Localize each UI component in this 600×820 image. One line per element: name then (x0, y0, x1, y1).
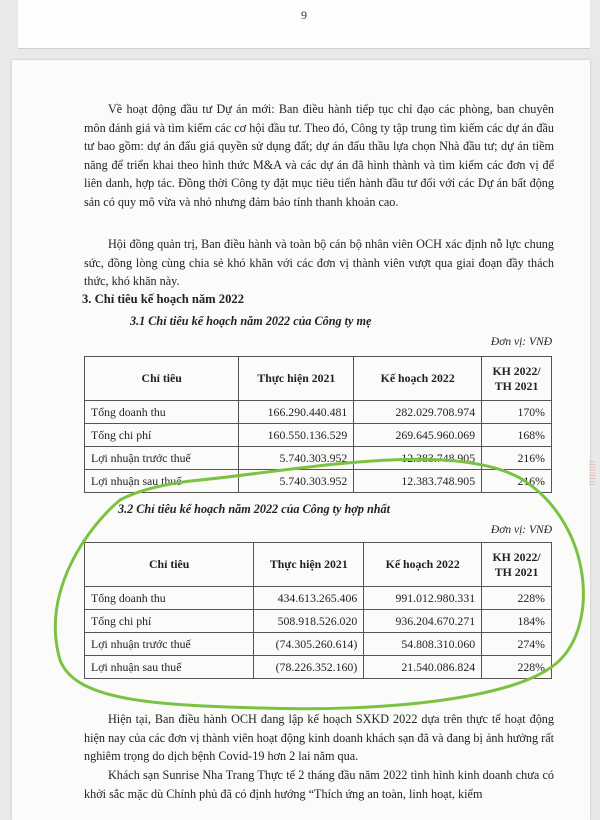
plan-value: 21.540.086.824 (364, 656, 482, 679)
paragraph-plan: Hiện tại, Ban điều hành OCH đang lập kế hoạch SXKD 2022 dựa trên thực tế hoạt động hiện nay của các đơn vị thành viên hoạt động kinh doanh khách sạn đã và đang bị ảnh hưởng rất nghiêm trọng do dịch bệnh Covid-19 hơn 2 lai năm qua. (84, 712, 554, 764)
actual-value: 508.918.526.020 (254, 610, 364, 633)
ratio-value: 168% (482, 424, 552, 447)
header-indicator: Chỉ tiêu (85, 543, 254, 587)
actual-value: 166.290.440.481 (239, 401, 354, 424)
plan-value: 991.012.980.331 (364, 587, 482, 610)
row-label: Lợi nhuận sau thuế (85, 470, 239, 493)
table-header-row (85, 357, 552, 401)
actual-value: 160.550.136.529 (239, 424, 354, 447)
header-indicator: Chỉ tiêu (85, 357, 239, 401)
plan-value: 12.383.748.905 (354, 447, 482, 470)
table-row (85, 587, 552, 610)
section-heading: 3. Chỉ tiêu kế hoạch năm 2022 (82, 292, 244, 306)
parent-company-table (84, 356, 552, 493)
ratio-value: 170% (482, 401, 552, 424)
ratio-value: 274% (482, 633, 552, 656)
header-ratio: KH 2022/ TH 2021 (482, 543, 552, 587)
ratio-value: 228% (482, 587, 552, 610)
consolidated-table (84, 542, 552, 679)
paragraph-hotel: Khách sạn Sunrise Nha Trang Thực tế 2 tháng đầu năm 2022 tình hình kinh doanh chưa có khởi sắc mặc dù Chính phủ đã có định hướng “Thích ứng an toàn, linh hoạt, kiểm (84, 768, 554, 801)
row-label: Tổng chi phí (85, 610, 254, 633)
ratio-value: 184% (482, 610, 552, 633)
header-plan-2022: Kế hoạch 2022 (354, 357, 482, 401)
plan-value: 12.383.748.905 (354, 470, 482, 493)
plan-value: 936.204.670.271 (364, 610, 482, 633)
table1-subheading: 3.1 Chỉ tiêu kế hoạch năm 2022 của Công ty mẹ (130, 314, 372, 328)
red-stamp-mark: ⁝⁝⁝⁝⁝⁝⁝⁝⁝ (587, 460, 597, 486)
actual-value: 434.613.265.406 (254, 587, 364, 610)
row-label: Tổng doanh thu (85, 587, 254, 610)
table-row (85, 656, 552, 679)
table2-subheading: 3.2 Chỉ tiêu kế hoạch năm 2022 của Công ty hợp nhất (118, 502, 391, 516)
row-label: Lợi nhuận sau thuế (85, 656, 254, 679)
ratio-value: 216% (482, 470, 552, 493)
row-label: Lợi nhuận trước thuế (85, 447, 239, 470)
page-number: 9 (301, 8, 307, 22)
table2-unit: Đơn vị: VNĐ (490, 524, 552, 536)
document-page (12, 60, 597, 820)
table-row (85, 470, 552, 493)
table-row (85, 610, 552, 633)
header-actual-2021: Thực hiện 2021 (239, 357, 354, 401)
table-row (85, 633, 552, 656)
paragraph-investment: Về hoạt động đầu tư Dự án mới: Ban điều hành tiếp tục chỉ đạo các phòng, ban chuyên môn đánh giá và tìm kiếm các cơ hội đầu tư. Theo đó, Công ty tập trung tìm kiếm các dự án đầu tư bao gồm: dự án đấu giá quyền sử dụng đất; dự án đấu thầu lựa chọn Nhà đầu tư; dự án tiềm năng để triển khai theo hình thức M&A và các dự án đã hình thành và tìm kiếm các đơn vị để liên danh, hợp tác. Đồng thời Công ty đặt mục tiêu tiến hành đầu tư đối với các Dự án bất động sản có quy mô vừa và nhỏ nhưng đảm bảo tính thanh khoản cao. (84, 102, 554, 209)
actual-value: (74.305.260.614) (254, 633, 364, 656)
table-header-row (85, 543, 552, 587)
table-row (85, 447, 552, 470)
row-label: Tổng chi phí (85, 424, 239, 447)
table1-unit: Đơn vị: VNĐ (490, 336, 552, 348)
ratio-value: 228% (482, 656, 552, 679)
header-actual-2021: Thực hiện 2021 (254, 543, 364, 587)
previous-page-bottom (18, 0, 590, 49)
header-plan-2022: Kế hoạch 2022 (364, 543, 482, 587)
header-ratio: KH 2022/ TH 2021 (482, 357, 552, 401)
row-label: Lợi nhuận trước thuế (85, 633, 254, 656)
plan-value: 269.645.960.069 (354, 424, 482, 447)
actual-value: (78.226.352.160) (254, 656, 364, 679)
table-row (85, 401, 552, 424)
plan-value: 54.808.310.060 (364, 633, 482, 656)
ratio-value: 216% (482, 447, 552, 470)
actual-value: 5.740.303.952 (239, 470, 354, 493)
table-row (85, 424, 552, 447)
actual-value: 5.740.303.952 (239, 447, 354, 470)
plan-value: 282.029.708.974 (354, 401, 482, 424)
paragraph-commitment: Hội đồng quản trị, Ban điều hành và toàn bộ cán bộ nhân viên OCH xác định nỗ lực chung sức, đồng lòng cùng chia sẻ khó khăn với các đơn vị thành viên vượt qua giai đoạn đầy thách thức, khó khăn này. (84, 237, 554, 289)
row-label: Tổng doanh thu (85, 401, 239, 424)
